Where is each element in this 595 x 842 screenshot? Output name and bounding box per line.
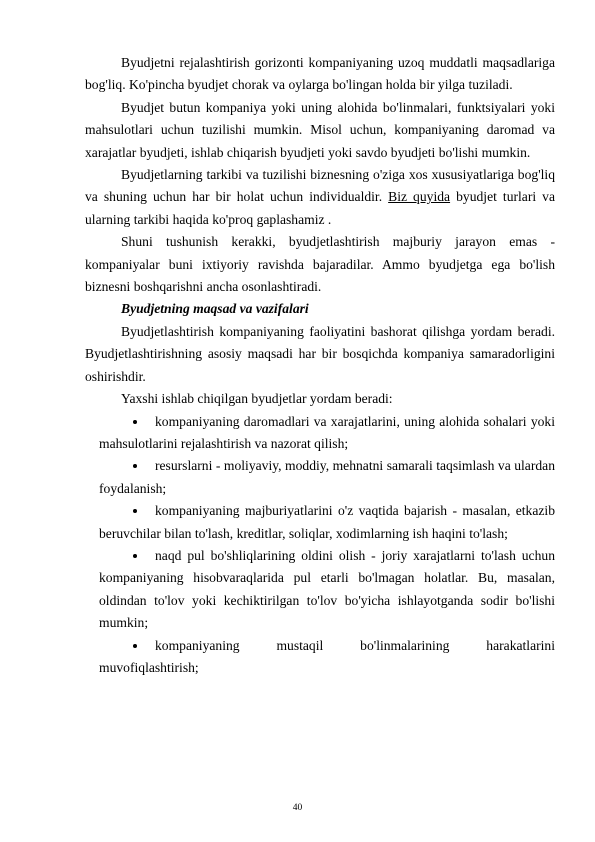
- paragraph-budget-goal: Byudjetlashtirish kompaniyaning faoliyatini bashorat qilishga yordam beradi. Byudjetlashtirishning asosiy maqsadi har bir bosqichda kompaniya samaradorligini oshirishdir.: [85, 323, 555, 384]
- list-item-text: kompaniyaning majburiyatlarini o'z vaqtida bajarish - masalan, etkazib beruvchilar bilan to'lash, kreditlar, soliqlar, xodimlarning ish haqini to'lash;: [99, 503, 555, 541]
- page-number: 40: [292, 803, 303, 813]
- list-item-text: kompaniyaning mustaqil bo'linmalarining harakatlarini muvofiqlashtirish;: [99, 637, 555, 675]
- bullet-icon: [133, 464, 137, 468]
- list-item: [85, 500, 555, 545]
- list-item-text: resurslarni - moliyaviy, moddiy, mehnatni samarali taqsimlash va ulardan foydalanish;: [99, 458, 555, 496]
- bullet-icon: [133, 644, 137, 648]
- paragraph-voluntary-budgeting: Shuni tushunish kerakki, byudjetlashtirish majburiy jarayon emas - kompaniyalar buni ixtiyoriy ravishda bajaradilar. Ammo byudjetga ega bo'lish biznesni boshqarishni ancha osonlashtiradi.: [85, 234, 555, 295]
- paragraph-budget-structure-text: Byudjetlarning tarkibi va tuzilishi biznesning o'ziga xos xususiyatlariga bog'liq va shuning uchun har bir holat uchun individualdir.: [85, 167, 555, 205]
- list-item: [85, 411, 555, 456]
- section-heading: Byudjetning maqsad va vazifalari: [121, 301, 309, 317]
- body-text: [85, 52, 555, 679]
- list-item-text: kompaniyaning daromadlari va xarajatlarini, uning alohida sohalari yoki mahsulotlarini rejalashtirish va nazorat qilish;: [99, 413, 555, 451]
- bullet-icon: [133, 509, 137, 513]
- list-item: [85, 545, 555, 635]
- paragraph-budget-structure-tail: byudjet turlari va ularning tarkibi haqida ko'proq gaplashamiz .: [85, 189, 555, 227]
- bullet-icon: [133, 554, 137, 558]
- list-item: [85, 635, 555, 680]
- paragraph-budget-structure: [85, 164, 555, 231]
- benefits-list: [85, 411, 555, 680]
- bullet-icon: [133, 420, 137, 424]
- paragraph-budget-scope: Byudjet butun kompaniya yoki uning alohida bo'linmalari, funktsiyalari yoki mahsulotlari uchun tuzilishi mumkin. Misol uchun, kompaniyaning daromad va xarajatlar byudjeti, ishlab chiqarish byudjeti yoki savdo byudjeti bo'lishi mumkin.: [85, 99, 555, 160]
- paragraph-budget-helps: Yaxshi ishlab chiqilgan byudjetlar yordam beradi:: [121, 391, 393, 407]
- list-item-text: naqd pul bo'shliqlarining oldini olish - joriy xarajatlarni to'lash uchun kompaniyaning hisobvaraqlarida pul etarli bo'lmagan holatlar. Bu, masalan, oldindan to'lov yoki kechiktirilgan to'lov bo'yicha ishlayotganda sodir bo'lishi mumkin;: [99, 547, 555, 631]
- biz-quyida-link[interactable]: Biz quyida: [388, 189, 451, 205]
- list-item: [85, 455, 555, 500]
- paragraph-planning-horizon: Byudjetni rejalashtirish gorizonti kompaniyaning uzoq muddatli maqsadlariga bog'liq. Ko'pincha byudjet chorak va oylarga bo'lingan holda bir yilga tuziladi.: [85, 55, 555, 93]
